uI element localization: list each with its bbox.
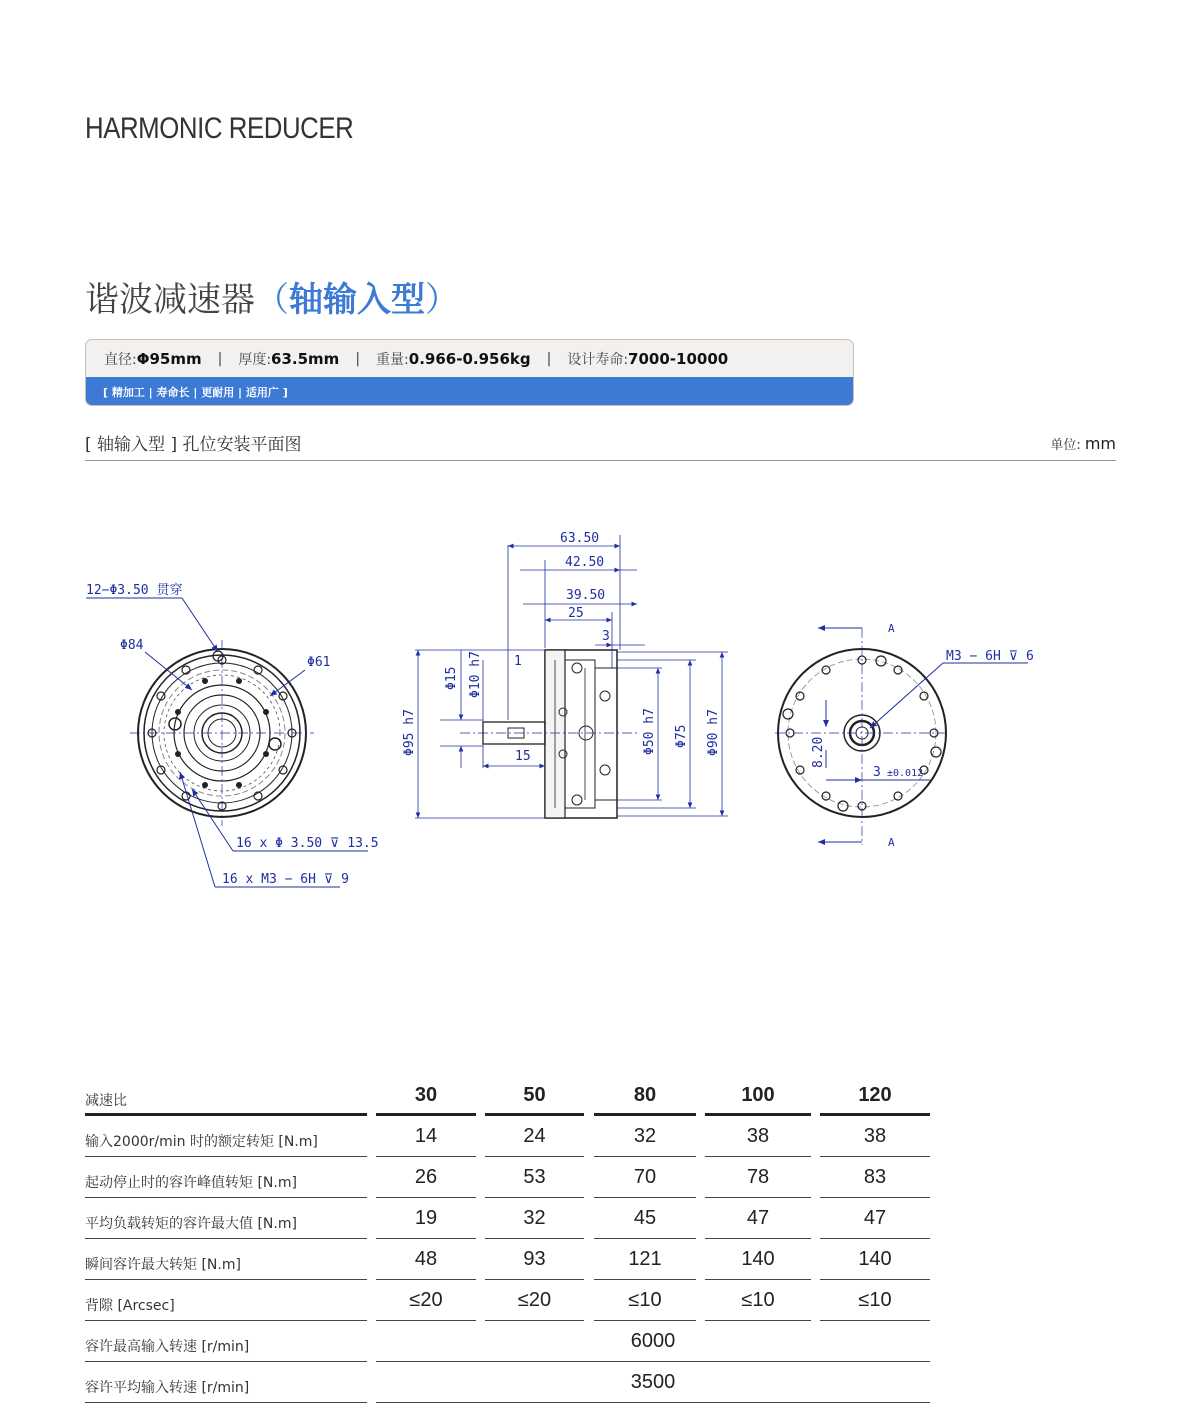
dim-15: 15 [515, 749, 531, 764]
row-label: 起动停止时的容许峰值转矩 [N.m] [85, 1175, 297, 1191]
table-cell: 78 [705, 1157, 811, 1198]
side-section-view [460, 650, 640, 818]
dim-total-length: 63.50 [560, 531, 600, 546]
dim-39-50: 39.50 [566, 588, 606, 603]
table-cell-span: 3500 [376, 1362, 930, 1403]
thread-spec-note: 16 x M3 − 6H ⊽ 9 [222, 872, 349, 887]
dim-25: 25 [568, 606, 584, 621]
table-cell: 38 [820, 1116, 930, 1157]
dim-8-20: 8.20 [811, 736, 826, 768]
section-marker-top: A [888, 622, 895, 635]
unit-indicator [1050, 434, 1116, 453]
table-cell: 45 [594, 1198, 696, 1239]
table-cell: 26 [376, 1157, 476, 1198]
row-label: 背隙 [Arcsec] [85, 1298, 175, 1314]
row-label: 瞬间容许最大转矩 [N.m] [85, 1257, 241, 1273]
table-row [85, 1157, 930, 1198]
side-section-dimensions [415, 535, 728, 818]
unit-value: mm [1084, 434, 1116, 453]
section-marker-bottom: A [888, 836, 895, 849]
dia-95-label: Φ95 h7 [402, 709, 417, 756]
spec-separator: | [546, 350, 552, 367]
table-row [85, 1362, 930, 1403]
dia-50-label: Φ50 h7 [642, 708, 657, 755]
ratio-header-cell: 80 [594, 1075, 696, 1116]
table-cell: 32 [594, 1116, 696, 1157]
table-cell: 47 [820, 1198, 930, 1239]
drawing-section-title: [ 轴输入型 ] 孔位安装平面图 [85, 435, 302, 455]
drawing-section-header [85, 430, 1116, 461]
table-row [85, 1280, 930, 1321]
table-cell: ≤20 [376, 1280, 476, 1321]
hole-spec-note: 16 x Φ 3.50 ⊽ 13.5 [236, 836, 379, 851]
rear-view [775, 628, 950, 845]
table-cell: 24 [485, 1116, 584, 1157]
front-view [130, 640, 314, 826]
row-label: 平均负载转矩的容许最大值 [N.m] [85, 1216, 297, 1232]
diameter-value: Φ95mm [136, 349, 202, 368]
dia-90-label: Φ90 h7 [706, 709, 721, 756]
table-header-row [85, 1075, 930, 1116]
diameter-label: 直径: [104, 351, 137, 368]
ratio-header-label: 减速比 [85, 1093, 127, 1109]
drawing-svg [0, 520, 1200, 900]
table-cell: 19 [376, 1198, 476, 1239]
table-row [85, 1321, 930, 1362]
dia-75-label: Φ75 [674, 724, 689, 748]
table-cell: 14 [376, 1116, 476, 1157]
table-row [85, 1239, 930, 1280]
pcd-inner-label: Φ61 [307, 655, 331, 670]
life-label: 设计寿命: [567, 351, 629, 368]
key-tolerance: ±0.012 [887, 768, 924, 779]
row-label: 输入2000r/min 时的额定转矩 [N.m] [85, 1134, 318, 1150]
row-label: 容许平均输入转速 [r/min] [85, 1380, 250, 1396]
section-title-en: HARMONIC REDUCER [85, 112, 354, 145]
table-row [85, 1116, 930, 1157]
ratio-header-cell: 120 [820, 1075, 930, 1116]
unit-label: 单位: [1050, 438, 1085, 453]
table-cell: 70 [594, 1157, 696, 1198]
front-view-labels [86, 582, 379, 887]
dim-1: 1 [514, 654, 522, 669]
dia-10-label: Φ10 h7 [468, 651, 483, 698]
spec-card [85, 339, 854, 406]
through-holes-label: 12−Φ3.50 贯穿 [86, 583, 183, 598]
table-cell-span: 6000 [376, 1321, 930, 1362]
title-paren-open: （ [255, 280, 289, 320]
table-cell: 140 [705, 1239, 811, 1280]
life-value: 7000-10000 [628, 349, 729, 368]
table-row [85, 1198, 930, 1239]
thickness-value: 63.5mm [271, 349, 340, 368]
table-cell: 47 [705, 1198, 811, 1239]
table-cell: ≤20 [485, 1280, 584, 1321]
row-label: 容许最高输入转速 [r/min] [85, 1339, 250, 1355]
dia-15-label: Φ15 [444, 666, 459, 690]
table-cell: 93 [485, 1239, 584, 1280]
title-paren-close: ） [425, 280, 459, 320]
table-cell: 121 [594, 1239, 696, 1280]
pcd-outer-label: Φ84 [120, 638, 144, 653]
technical-drawing [0, 520, 1200, 900]
dim-3: 3 [602, 629, 610, 644]
product-title [85, 272, 459, 321]
ratio-header-cell: 50 [485, 1075, 584, 1116]
feature-tags: [ 精加工 | 寿命长 | 更耐用 | 适用广 ] [86, 377, 853, 406]
ratio-header-cell: 100 [705, 1075, 811, 1116]
rear-thread-note: M3 − 6H ⊽ 6 [946, 649, 1034, 664]
table-cell: 53 [485, 1157, 584, 1198]
table-cell: ≤10 [594, 1280, 696, 1321]
spec-separator: | [217, 350, 223, 367]
table-cell: 140 [820, 1239, 930, 1280]
spec-separator: | [355, 350, 361, 367]
thickness-label: 厚度: [238, 351, 272, 368]
product-variant: 轴输入型 [289, 280, 425, 320]
table-cell: 83 [820, 1157, 930, 1198]
table-cell: ≤10 [705, 1280, 811, 1321]
dim-42-50: 42.50 [565, 555, 605, 570]
product-title-main: 谐波减速器 [85, 280, 255, 320]
ratio-header-cell: 30 [376, 1075, 476, 1116]
weight-value: 0.966-0.956kg [408, 349, 531, 368]
table-cell: 38 [705, 1116, 811, 1157]
dim-key-width: 3 [873, 765, 881, 780]
table-cell: ≤10 [820, 1280, 930, 1321]
table-cell: 48 [376, 1239, 476, 1280]
table-cell: 32 [485, 1198, 584, 1239]
weight-label: 重量: [376, 351, 409, 368]
spec-table [85, 1075, 930, 1403]
spec-row [86, 340, 853, 377]
